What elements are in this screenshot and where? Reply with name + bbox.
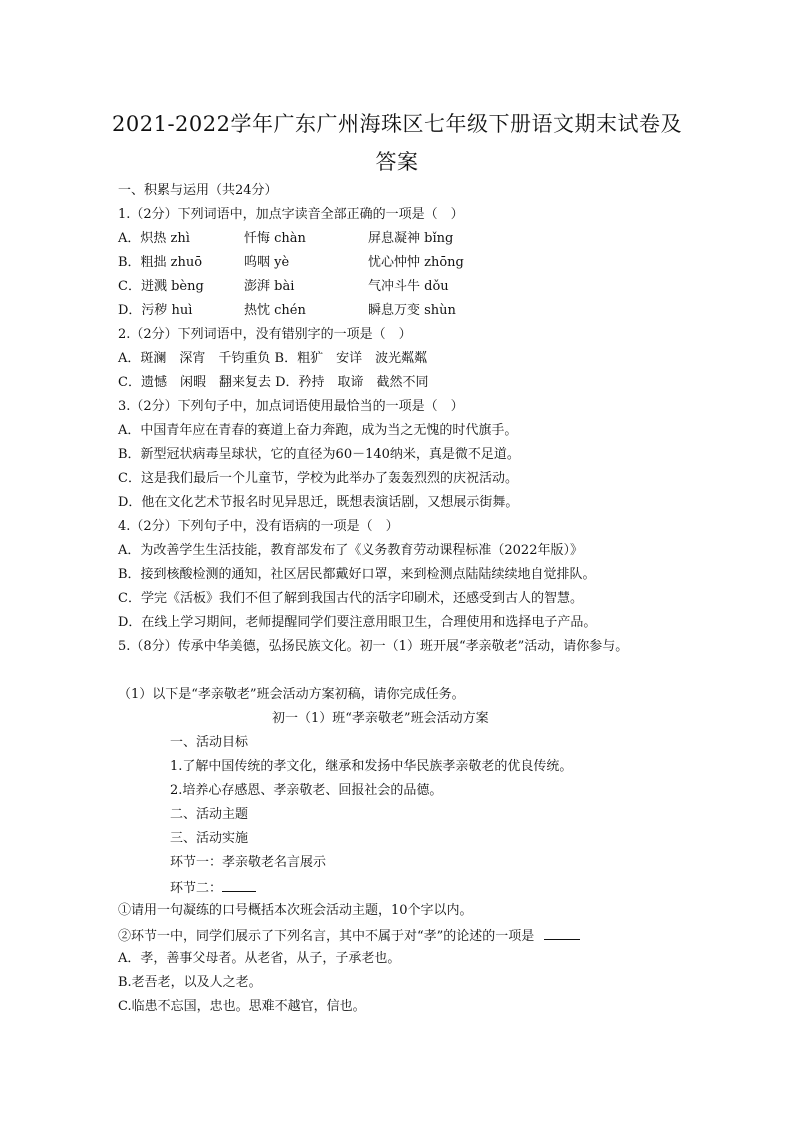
plan-title: 初一（1）班“孝亲敬老”班会活动方案: [272, 711, 489, 726]
doc-title-line1: 2021-2022学年广东广州海珠区七年级下册语文期末试卷及: [112, 112, 682, 136]
q3-option-c: C．这是我们最后一个儿童节，学校为此举办了轰轰烈烈的庆祝活动。: [118, 471, 518, 486]
q4-option-a: A．为改善学生生活技能，教育部发布了《义务教育劳动课程标准（2022年版）》: [118, 543, 583, 558]
q1-a-word3: 屏息凝神 bǐng: [368, 231, 454, 246]
q3-option-a: A．中国青年应在青春的赛道上奋力奔跑，成为当之无愧的时代旗手。: [118, 423, 518, 438]
section-heading: 一、积累与运用（共24分）: [118, 183, 278, 198]
q1-option-a: [118, 230, 453, 248]
q1-option-d: [118, 302, 456, 320]
doc-title-line2: 答案: [375, 150, 419, 174]
plan-step-1: 环节一：孝亲敬老名言展示: [170, 855, 327, 870]
plan-heading-implementation: 三、活动实施: [170, 831, 249, 846]
q1-b-word1: B．粗拙 zhuō: [118, 255, 203, 270]
q1-option-c: [118, 278, 449, 296]
plan-goal-1: 1.了解中国传统的孝文化，继承和发扬中华民族孝亲敬老的优良传统。: [170, 759, 573, 774]
q2-options-ab: A．斑澜 深宵 千钧重负 B．粗犷 安详 波光粼粼: [118, 351, 428, 366]
q1-c-word1: C．迸溅 bèng: [118, 279, 204, 294]
q1-d-word3: 瞬息万变 shùn: [368, 303, 456, 318]
q1-c-word3: 气冲斗牛 dǒu: [368, 279, 449, 294]
q5-stem: 5.（8分）传承中华美德，弘扬民族文化。初一（1）班开展“孝亲敬老”活动，请你参与。: [118, 639, 629, 654]
q5-sub1: （1）以下是“孝亲敬老”班会活动方案初稿，请你完成任务。: [118, 687, 465, 702]
q4-stem: 4.（2分）下列句子中，没有语病的一项是（ ）: [118, 519, 399, 534]
q5-task-2: [118, 926, 580, 944]
q1-a-word2: 忏悔 chàn: [244, 231, 306, 246]
q2-stem: 2.（2分）下列词语中，没有错别字的一项是（ ）: [118, 327, 412, 342]
q5-task-1: ①请用一句凝练的口号概括本次班会活动主题，10个字以内。: [118, 903, 473, 918]
q4-option-c: C．学完《活板》我们不但了解到我国古代的活字印刷术，还感受到古人的智慧。: [118, 591, 583, 606]
plan-heading-goals: 一、活动目标: [170, 735, 249, 750]
q5-option-a: A．孝，善事父母者。从老省，从子，子承老也。: [118, 951, 401, 966]
q5-option-c: C.临患不忘国，忠也。思难不越官，信也。: [118, 999, 366, 1014]
q4-option-b: B．接到核酸检测的通知，社区居民都戴好口罩，来到检测点陆陆续续地自觉排队。: [118, 567, 596, 582]
step-2-answer-blank[interactable]: [222, 878, 256, 892]
plan-step-2: [170, 878, 256, 896]
q2-options-cd: C．遗憾 闲暇 翻来复去 D．矜持 取谛 截然不同: [118, 375, 429, 390]
q1-option-b: [118, 254, 464, 272]
q1-b-word3: 忧心忡忡 zhōng: [368, 255, 464, 270]
q3-option-b: B．新型冠状病毒呈球状，它的直径为60－140纳米，真是微不足道。: [118, 447, 520, 462]
q1-a-word1: A．炽热 zhì: [118, 231, 190, 246]
q3-stem: 3.（2分）下列句子中，加点词语使用最恰当的一项是（ ）: [118, 399, 464, 414]
q1-b-word2: 呜咽 yè: [244, 255, 290, 270]
q3-option-d: D．他在文化艺术节报名时见异思迁，既想表演话剧，又想展示街舞。: [118, 495, 519, 510]
q1-d-word2: 热忱 chén: [244, 303, 306, 318]
task-2-answer-blank[interactable]: [544, 926, 580, 940]
plan-heading-theme: 二、活动主题: [170, 807, 249, 822]
plan-goal-2: 2.培养心存感恩、孝亲敬老、回报社会的品德。: [170, 783, 443, 798]
q1-d-word1: D．污秽 huì: [118, 303, 193, 318]
q1-stem: 1.（2分）下列词语中，加点字读音全部正确的一项是（ ）: [118, 207, 464, 222]
plan-step-2-label: 环节二：: [170, 881, 223, 896]
q5-option-b: B.老吾老，以及人之老。: [118, 975, 262, 990]
q1-c-word2: 澎湃 bài: [244, 279, 295, 294]
q4-option-d: D．在线上学习期间，老师提醒同学们要注意用眼卫生，合理使用和选择电子产品。: [118, 615, 597, 630]
q5-task-2-text: ②环节一中，同学们展示了下列名言，其中不属于对“孝”的论述的一项是: [118, 929, 535, 944]
